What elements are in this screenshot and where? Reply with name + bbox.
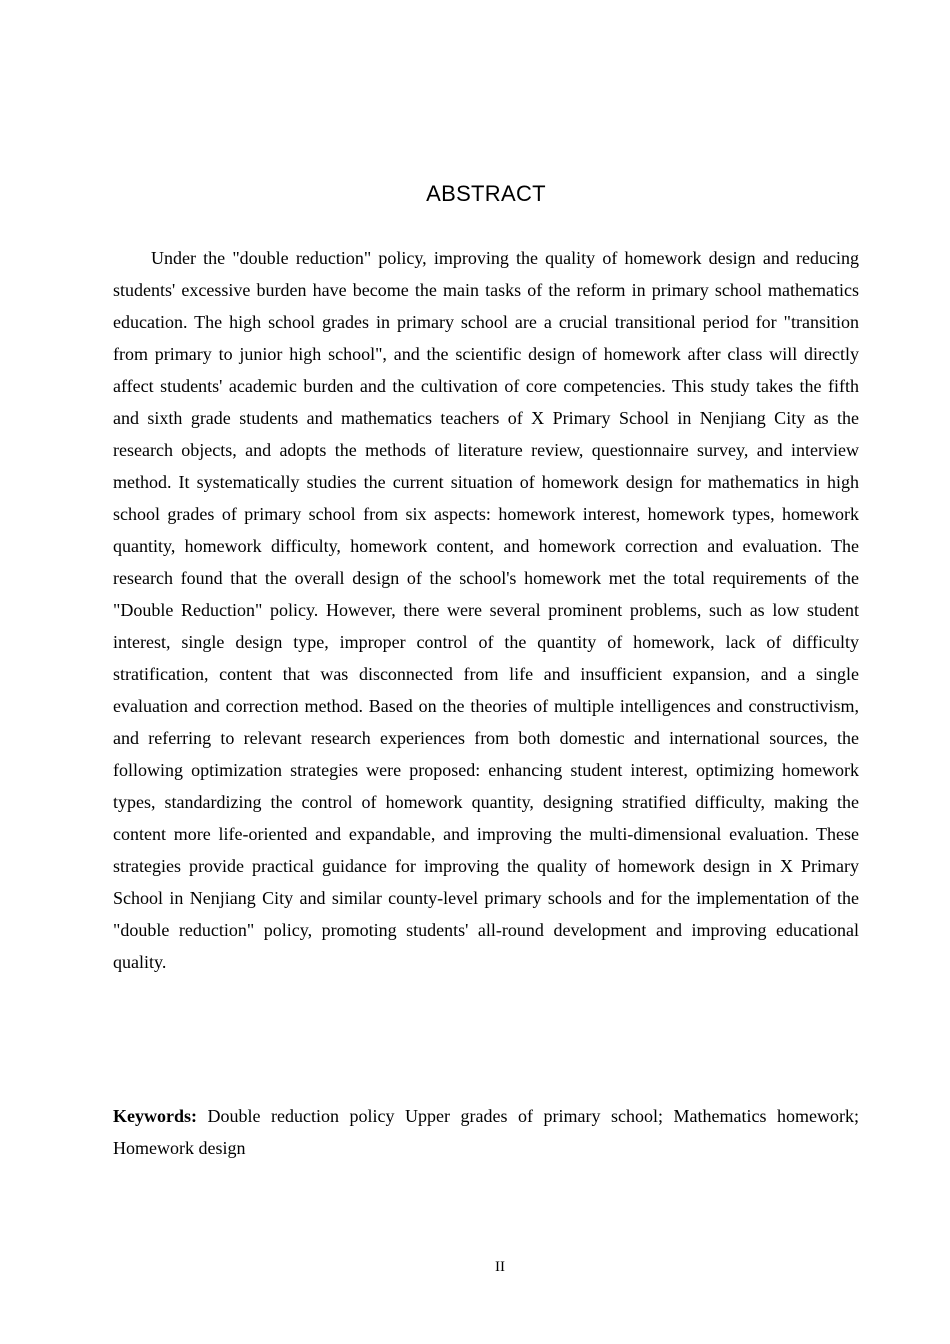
keywords-text: Double reduction policy Upper grades of primary school; Mathematics homework; Homework design [113,1106,859,1158]
abstract-title: ABSTRACT [426,181,546,206]
keywords-label: Keywords: [113,1106,197,1126]
page-number: II [495,1259,505,1275]
abstract-body: Under the "double reduction" policy, improving the quality of homework design and reducing students' excessive burden have become the main tasks of the reform in primary school mathematics education. The high school grades in primary school are a crucial transitional period for "transition from primary to junior high school", and the scientific design of homework after class will directly affect students' academic burden and the cultivation of core competencies. This study takes the fifth and sixth grade students and mathematics teachers of X Primary School in Nenjiang City as the research objects, and adopts the methods of literature review, questionnaire survey, and interview method. It systematically studies the current situation of homework design for mathematics in high school grades of primary school from six aspects: homework interest, homework types, homework quantity, homework difficulty, homework content, and homework correction and evaluation. The research found that the overall design of the school's homework met the total requirements of the "Double Reduction" policy. However, there were several prominent problems, such as low student interest, single design type, improper control of the quantity of homework, lack of difficulty stratification, content that was disconnected from life and insufficient expansion, and a single evaluation and correction method. Based on the theories of multiple intelligences and constructivism, and referring to relevant research experiences from both domestic and international sources, the following optimization strategies were proposed: enhancing student interest, optimizing homework types, standardizing the control of homework quantity, designing stratified difficulty, making the content more life-oriented and expandable, and improving the multi-dimensional evaluation. These strategies provide practical guidance for improving the quality of homework design in X Primary School in Nenjiang City and similar county-level primary schools and for the implementation of the "double reduction" policy, promoting students' all-round development and improving educational quality. [113,248,859,972]
keywords-paragraph [113,1100,859,1164]
